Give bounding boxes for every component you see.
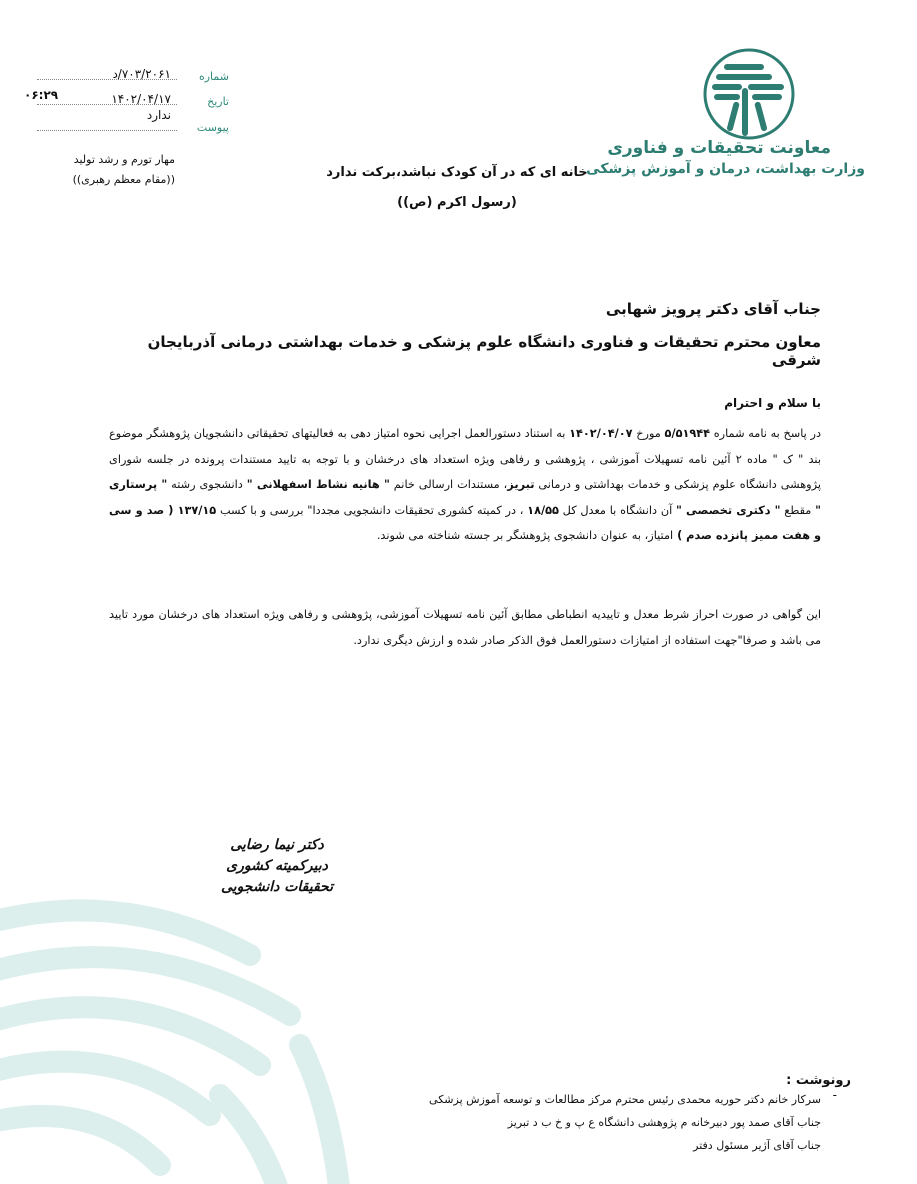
p1-text-h: ، در کمیته کشوری تحقیقات دانشجویی مجددا" بررسی و با کسب: [216, 503, 528, 517]
p1-text-e: دانشجوی رشته: [167, 478, 247, 491]
logo-title: معاونت تحقیقات و فناوری: [607, 138, 831, 158]
p1-text-a: در پاسخ به نامه شماره: [710, 427, 821, 440]
p1-text-f: مقطع: [780, 503, 816, 517]
recipient-title: معاون محترم تحقیقات و فناوری دانشگاه علوم پزشکی و خدمات بهداشتی درمانی آذربایجان شرقی: [147, 333, 821, 369]
motto: [0, 150, 175, 190]
p1-text-g: آن دانشگاه با معدل کل: [558, 503, 677, 517]
ministry-logo-icon: [694, 44, 804, 144]
degree-name: " دکتری تخصصی ": [676, 503, 781, 517]
cc-dash: -: [832, 1088, 837, 1102]
cc-item: جناب آقای آژیر مسئول دفتر: [693, 1139, 821, 1152]
letter-date: ۱۴۰۲/۰۴/۰۷: [569, 427, 633, 440]
signer-title: دبیرکمیته کشوری: [226, 858, 328, 874]
attachment-dots: [37, 130, 177, 131]
student-name: " هانیه نشاط اسفهلانی ": [246, 478, 390, 491]
p1-text-b: مورخ: [632, 427, 665, 440]
attachment-value: ندارد: [146, 108, 171, 122]
cc-item: سرکار خانم دکتر حوریه محمدی رئیس محترم مرکز مطالعات و توسعه آموزش پزشکی: [429, 1093, 821, 1106]
recipient-name: جناب آقای دکتر پرویز شهابی: [605, 300, 821, 318]
p1-text-i: امتیاز، به عنوان دانشجوی پژوهشگر بر جسته شناخته می شوند.: [376, 529, 674, 542]
motto-line2: ((مقام معظم رهبری)): [72, 173, 175, 186]
motto-line1: مهار تورم و رشد تولید: [73, 153, 175, 166]
gpa-value: ۱۸/۵۵: [527, 503, 559, 517]
cc-list: [301, 1088, 821, 1157]
score-words: ( صد و سی و هفت ممیز پانزده صدم ): [109, 503, 821, 542]
letter-number: ۵/۵۱۹۴۴: [664, 427, 711, 440]
signer-name: دکتر نیما رضایی: [230, 837, 324, 853]
number-label: شماره: [198, 70, 229, 83]
body-paragraph-1: [109, 421, 821, 549]
signature-block: [212, 835, 342, 898]
number-value: ۷۰۳/۲۰۶۱/د: [112, 67, 171, 81]
body-paragraph-2: این گواهی در صورت احراز شرط معدل و تاییدیه انطباطی مطابق آئین نامه تسهیلات آموزشی، پژوهشی و رفاهی ویژه استعداد های درخشان مورد تایید می باشد و صرفا"جهت استفاده از امتیازات دستورالعمل فوق الذکر صادر شده و ارزش دیگری ندارد.: [109, 608, 821, 647]
hadith-quote: خانه ای که در آن کودک نباشد،برکت ندارد (رسول اکرم (ص)): [326, 165, 588, 210]
score-value: ۱۳۷/۱۵: [177, 503, 217, 517]
time-value: ۰۶:۲۹: [24, 88, 59, 102]
cc-item: جناب آقای صمد پور دبیرخانه م پژوهشی دانشگاه ع پ و خ ب د تبریز: [507, 1116, 821, 1129]
field-name: " پرستاری ": [109, 478, 821, 517]
p1-text-c: به استناد دستورالعمل اجرایی نحوه امتیاز دهی به فعالیتهای تحقیقاتی دانشجویان پژوهشگر موضوع بند " ک " ماده ۲ آئین نامه تسهیلات آموزشی ، پژوهشی و رفاهی ویژه استعداد های درخشان و با توجه به تایید مستندات پرونده در جلسه شورای پژوهشی دانشگاه علوم پزشکی و خدمات بهداشتی و درمانی: [109, 427, 821, 491]
meta-number: [29, 67, 229, 88]
meta-attachment: [29, 108, 229, 139]
greeting: با سلام و احترام: [724, 396, 821, 410]
date-label: تاریخ: [207, 95, 229, 108]
attachment-label: پیوست: [196, 121, 229, 134]
p1-text-d: ، مستندات ارسالی خانم: [389, 478, 508, 491]
city-name: تبریز: [507, 478, 535, 491]
logo-subtitle: وزارت بهداشت، درمان و آموزش پزشکی: [586, 161, 865, 177]
signer-committee: تحقیقات دانشجویی: [221, 879, 333, 895]
date-value: ۱۴۰۲/۰۴/۱۷: [111, 92, 171, 106]
cc-title: رونوشت :: [786, 1073, 851, 1088]
